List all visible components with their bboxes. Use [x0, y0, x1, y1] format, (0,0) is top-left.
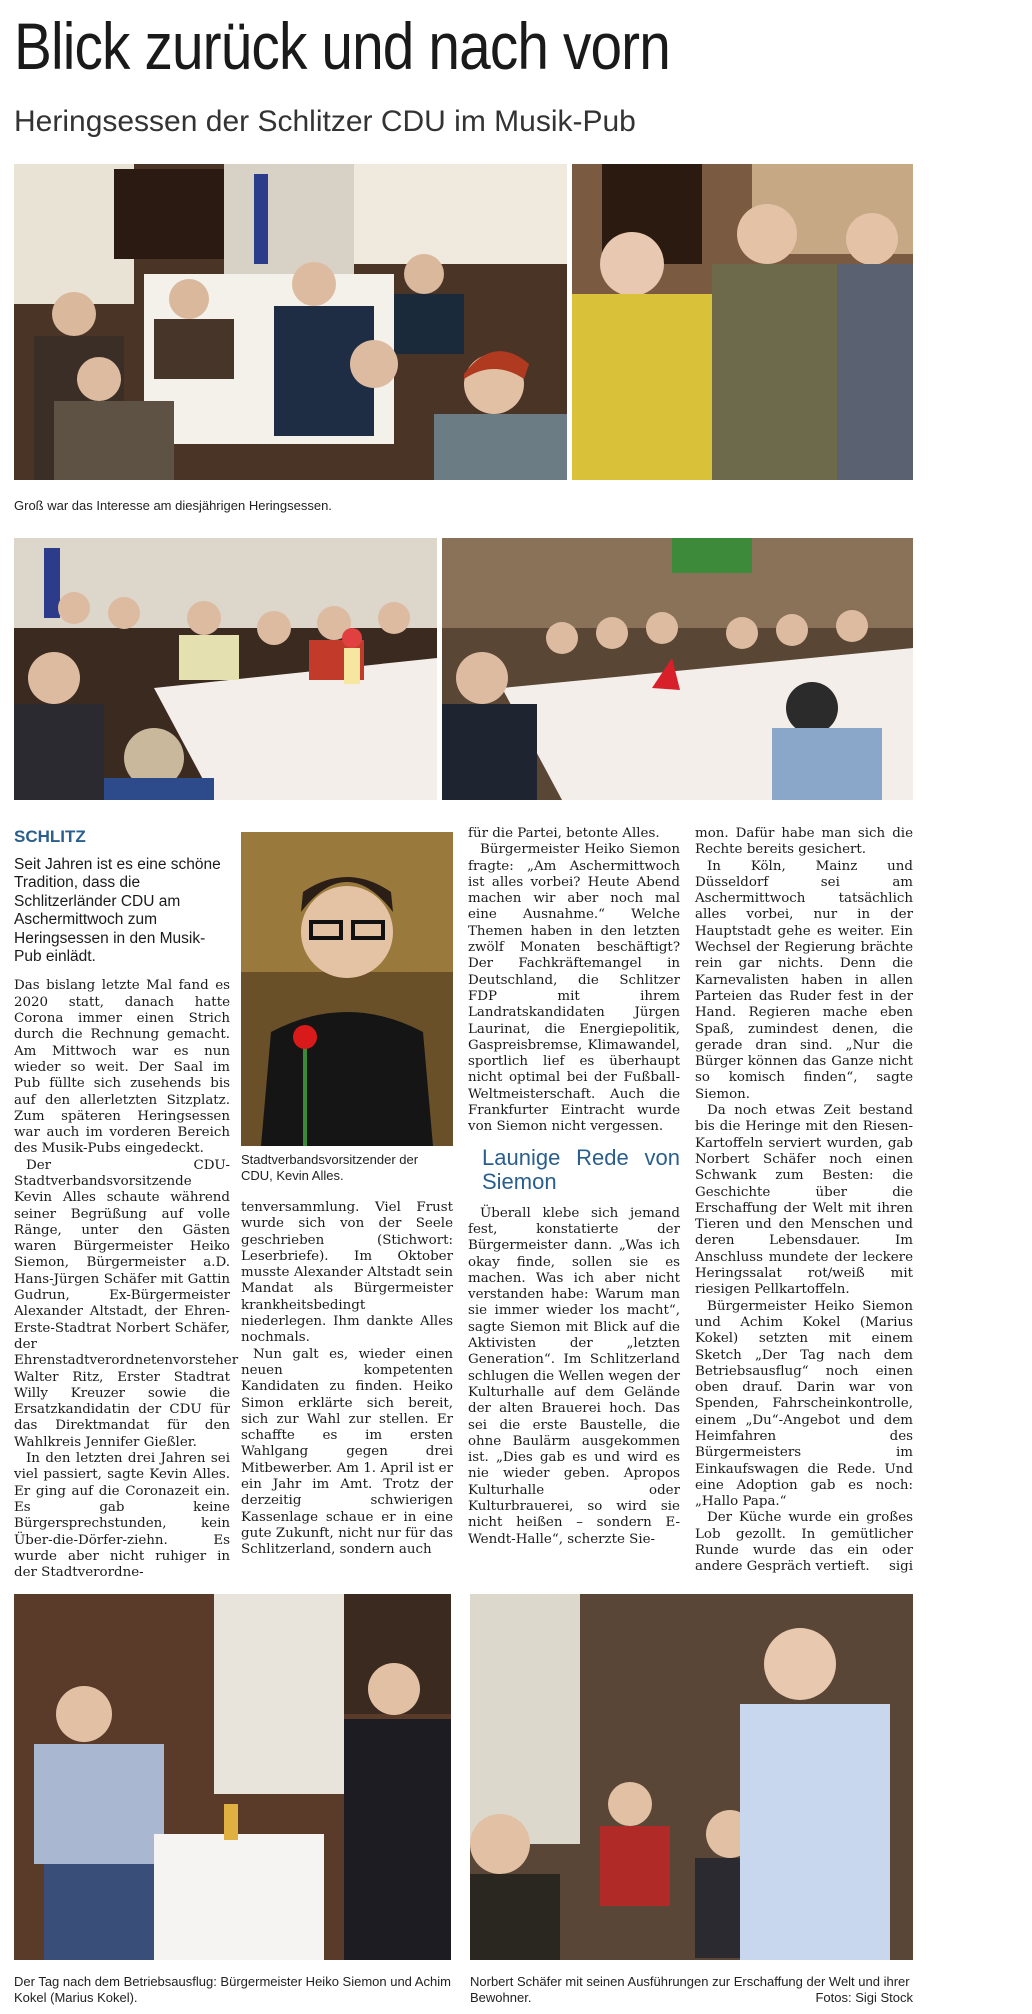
- paragraph: Da noch etwas Zeit bestand bis die Heringe mit den Riesen-Kartoffeln serviert wurden, gab Norbert Schäfer noch einen Schwank zum Besten: die Geschichte über die Erschaffung der Welt mit ihren Tieren und den Menschen und deren Lebensdauer. Im Anschluss mundete der leckere Heringssalat rot/weiß mit riesigen Pellkartoffeln.: [695, 1103, 913, 1298]
- photo-audience-wide: [14, 164, 567, 480]
- text-column-4: [695, 826, 913, 1576]
- headline: Blick zurück und nach vorn: [14, 9, 670, 83]
- text-column-1: [14, 826, 239, 1581]
- author-signature: sigi: [888, 1559, 913, 1575]
- paragraph: tenversammlung. Viel Frust wurde sich von der Seele geschrieben (Stichwort: Leserbriefe). Im Oktober musste Alexander Altstadt sein Mandat als Bürgermeister krankheitsbedingt niederlegen. Ihm dankte Alles nochmals.: [241, 1200, 453, 1346]
- photo-sketch-table: [14, 1594, 451, 1960]
- paragraph: In Köln, Mainz und Düsseldorf sei am Aschermittwoch tatsächlich alles vorbei, nur in der Hauptstadt gehe es weiter. Ein Wechsel der Regierung brächte rein gar nichts. Denn die Karnevalisten haben in allen Parteien das Ruder fest in der Hand. Regieren mache eben Spaß, zumindest denen, die gerade dran sind. „Nur die Bürger können das Ganze nicht so komisch finden“, sagte Siemon.: [695, 858, 913, 1102]
- paragraph: Bürgermeister Heiko Siemon fragte: „Am Aschermittwoch ist alles vorbei? Heute Abend machen wir aber noch mal eine Ausnahme.“ Welche Themen haben in den letzten zwölf Monaten beschäftigt? Der Fachkräftemangel in Deutschland, die Schlitzer FDP mit ihrem Landratskandidaten Jürgen Laurinat, die Energiepolitik, Gaspreisbremse, Klimawandel, sportlich lief es überhaupt nicht optimal bei der Fußball-Weltmeisterschaft. Auch die Frankfurter Eintracht wurde von Siemon nicht vergessen.: [468, 842, 680, 1135]
- paragraph: Überall klebe sich jemand fest, konstatierte der Bürgermeister dann. „Was ich okay finde, sollen sie es machen. Was ich aber nicht verstanden habe: Warum man sie immer wieder los macht“, sagte Siemon mit Blick auf die Aktivisten der „letzten Generation“. Im Schlitzerland schlugen die Wellen wegen der Kulturhalle auf dem Gelände der alten Brauerei hoch. Das sei die erste Baustelle, die ohne Baulärm ausgekommen ist. „Dies gab es und wird es nie wieder geben. Apropos Kulturhalle oder Kulturbrauerei, so wird sie nicht heißen – sondern E-Wendt-Halle“, scherzte Sie-: [468, 1205, 680, 1547]
- paragraph: Bürgermeister Heiko Siemon und Achim Kokel (Marius Kokel) setzten mit einem Sketch „Der Tag nach dem Betriebsausflug“ noch einen oben drauf. Darin war von Spenden, Fahrscheinkontrolle, einem „Du“-Angebot und dem Heimfahren des Bürgermeisters im Einkaufswagen die Rede. Und eine Adoption gab es noch: „Hallo Papa.“: [695, 1298, 913, 1510]
- lead-paragraph: Seit Jahren ist es eine schöne Tradition, dass die Schlitzerländer CDU am Aschermittwoch zum Heringsessen in den Musik-Pub einlädt.: [14, 856, 221, 966]
- paragraph: für die Partei, betonte Alles.: [468, 826, 660, 841]
- caption-bottom-left: Der Tag nach dem Betriebsausflug: Bürgermeister Heiko Siemon und Achim Kokel (Marius Kokel).: [14, 1974, 451, 2005]
- paragraph: Nun galt es, wieder einen neuen kompetenten Kandidaten zu finden. Heiko Simon erklärte sich bereit, sich zur Wahl zur stellen. Er schaffte es im ersten Wahlgang gegen drei Mitbewerber. Am 1. April ist er ein Jahr im Amt. Trotz der derzeitig schwierigen Kassenlage schaue er in eine gute Zukunft, nicht nur für das Schlitzerland, sondern auch: [241, 1346, 453, 1558]
- photo-table-left: [14, 538, 437, 800]
- text-column-2: [241, 1200, 453, 1559]
- caption-portrait: Stadtverbandsvorsitzender der CDU, Kevin Alles.: [241, 1152, 419, 1183]
- dateline: SCHLITZ: [14, 827, 86, 846]
- paragraph: Der CDU-Stadtverbandsvorsitzende Kevin Alles schaute während seiner Begrüßung auf volle Ränge, unter den Gästen waren Bürgermeister Heiko Siemon, Bürgermeister a.D. Hans-Jürgen Schäfer mit Gattin Gudrun, Ex-Bürgermeister Alexander Altstadt, der Ehren-Erste-Stadtrat Norbert Schäfer, der Ehrenstadtverordnetenvorsteher Walter Ritz, Erster Stadtrat Willy Kreuzer sowie die Ersatzkandidatin der CDU für das Direktmandat für den Wahlkreis Jennifer Gießler.: [14, 1157, 239, 1450]
- subheadline: Heringsessen der Schlitzer CDU im Musik-Pub: [14, 105, 636, 138]
- paragraph: Das bislang letzte Mal fand es 2020 statt, danach hatte Corona immer einen Strich durch die Rechnung gemacht. Am Mittwoch war es nun wieder so weit. Der Saal im Pub füllte sich zusehends bis auf den allerletzten Sitzplatz. Zum späteren Heringsessen war auch im vorderen Bereich des Musik-Pubs eingedeckt.: [14, 978, 230, 1157]
- caption-top: Groß war das Interesse am diesjährigen Heringsessen.: [14, 498, 332, 513]
- photo-three-men: [572, 164, 913, 480]
- paragraph: Der Küche wurde ein großes Lob gezollt. In gemütlicher Runde wurde das ein oder andere Gespräch vertieft. sigi: [695, 1510, 913, 1575]
- text-column-3: [468, 826, 680, 1548]
- paragraph: mon. Dafür habe man sich die Rechte bereits gesichert.: [695, 826, 913, 858]
- paragraph: In den letzten drei Jahren sei viel passiert, sagte Kevin Alles. Er ging auf die Coronazeit ein. Es gab keine Bürgersprechstunden, kein Über-die-Dörfer-ziehn. Es wurde aber nicht ruhiger in der Stadtverordne-: [14, 1451, 230, 1581]
- photo-table-right: [442, 538, 913, 800]
- photo-norbert-schaefer: [470, 1594, 913, 1960]
- section-subhead: Launige Rede von Siemon: [482, 1144, 680, 1194]
- caption-bottom-right: Norbert Schäfer mit seinen Ausführungen zur Erschaffung der Welt und ihrer Bewohner. Fotos: Sigi Stock: [470, 1974, 913, 2005]
- photo-portrait-kevin-alles: [241, 832, 453, 1146]
- photo-credit: Fotos: Sigi Stock: [815, 1990, 913, 2005]
